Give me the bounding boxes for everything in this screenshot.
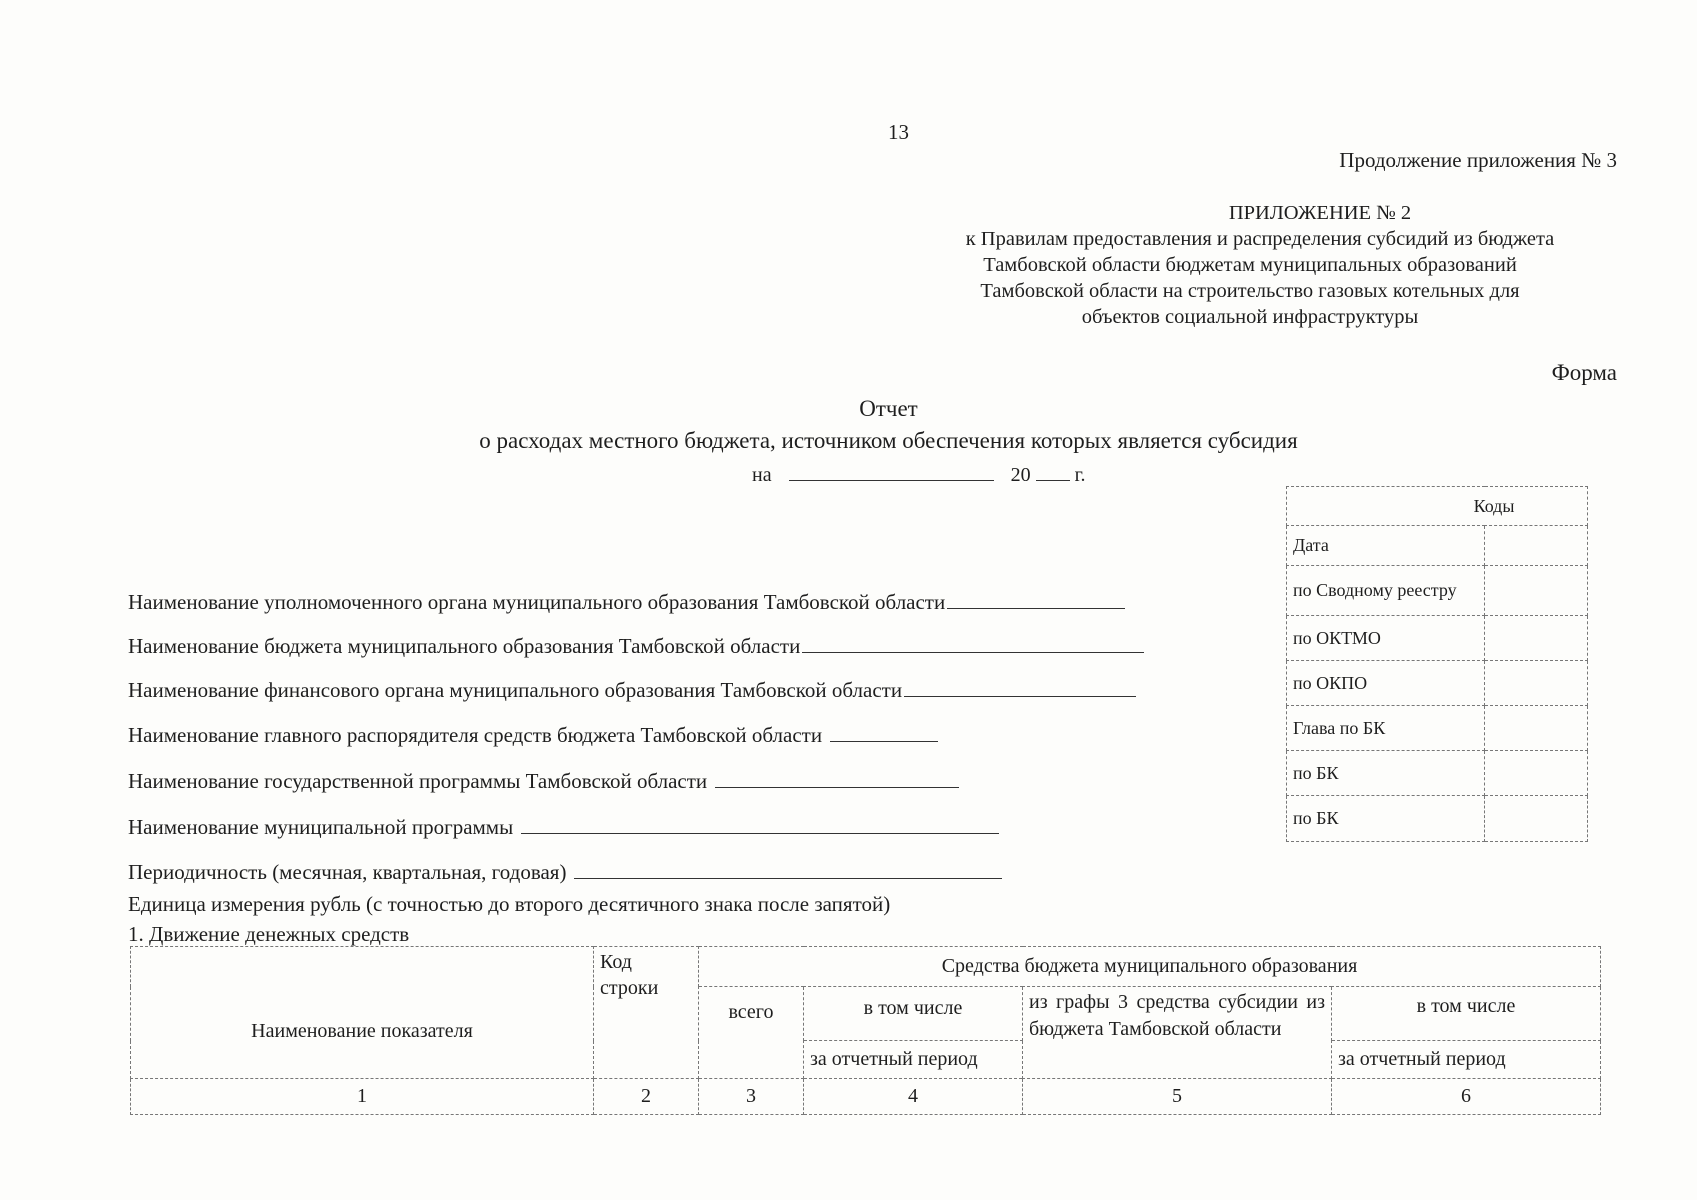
section-title: 1. Движение денежных средств	[128, 922, 410, 946]
appendix-line: к Правилам предоставления и распределения субсидий из бюджета	[965, 228, 1555, 250]
code-value[interactable]	[1485, 751, 1588, 796]
col-code-header: Код строки	[594, 947, 699, 1079]
year-blank[interactable]	[1036, 462, 1070, 481]
code-label: по БК	[1287, 751, 1485, 796]
col-subsidy-header: из графы 3 средства субсидии из бюджета Тамбовской области	[1023, 987, 1332, 1079]
field-blank[interactable]	[830, 723, 938, 742]
field-blank[interactable]	[574, 860, 1002, 879]
code-value[interactable]	[1485, 661, 1588, 706]
field-blank[interactable]	[802, 634, 1144, 653]
field-unit	[128, 892, 890, 917]
code-value[interactable]	[1485, 566, 1588, 616]
appendix-line: Тамбовской области бюджетам муниципальных образований	[983, 254, 1517, 276]
col-period-header: за отчетный период	[804, 1041, 1023, 1079]
field-blank[interactable]	[521, 815, 999, 834]
cash-flow-table	[130, 946, 1601, 1115]
codes-header: Коды	[1287, 487, 1588, 526]
code-label: по Сводному реестру	[1287, 566, 1485, 616]
field-state-program	[128, 769, 959, 794]
group-header: Средства бюджета муниципального образования	[699, 947, 1601, 987]
field-blank[interactable]	[947, 590, 1125, 609]
appendix-line: Тамбовской области на строительство газовых котельных для	[980, 280, 1520, 302]
col-total-header: всего	[699, 987, 804, 1079]
field-periodicity	[128, 860, 1002, 885]
date-blank[interactable]	[789, 462, 994, 481]
continuation-note: Продолжение приложения № 3	[1339, 148, 1617, 172]
report-date-line	[752, 462, 1086, 487]
code-label: по БК	[1287, 796, 1485, 842]
appendix-title: ПРИЛОЖЕНИЕ № 2	[1228, 202, 1412, 224]
field-label: Наименование муниципальной программы	[128, 815, 514, 839]
field-blank[interactable]	[904, 678, 1136, 697]
form-label: Форма	[1551, 360, 1617, 385]
field-financial-body	[128, 678, 1136, 703]
field-budget-name	[128, 634, 1144, 659]
code-value[interactable]	[1485, 796, 1588, 842]
field-label: Наименование бюджета муниципального образования Тамбовской области	[128, 634, 801, 658]
code-label: по ОКТМО	[1287, 616, 1485, 661]
col-number: 3	[699, 1079, 804, 1115]
field-authorized-body	[128, 590, 1125, 615]
codes-table	[1286, 486, 1588, 842]
field-municipal-program	[128, 815, 999, 840]
field-label: Наименование финансового органа муниципального образования Тамбовской области	[128, 678, 903, 702]
field-label: Наименование уполномоченного органа муниципального образования Тамбовской области	[128, 590, 946, 614]
page-number: 13	[888, 120, 909, 144]
col-number: 5	[1023, 1079, 1332, 1115]
col-indicator-header: Наименование показателя	[131, 947, 594, 1079]
date-prefix: на	[752, 464, 772, 486]
code-label: Дата	[1287, 526, 1485, 566]
code-value[interactable]	[1485, 616, 1588, 661]
col-number: 6	[1332, 1079, 1601, 1115]
field-blank[interactable]	[715, 769, 959, 788]
field-label: Наименование главного распорядителя средств бюджета Тамбовской области	[128, 723, 823, 747]
code-value[interactable]	[1485, 706, 1588, 751]
col-including2-header: в том числе	[1332, 987, 1601, 1041]
field-label: Наименование государственной программы Тамбовской области	[128, 769, 708, 793]
appendix-line: объектов социальной инфраструктуры	[1081, 306, 1419, 328]
report-subtitle: о расходах местного бюджета, источником обеспечения которых является субсидия	[479, 428, 1298, 453]
col-period2-header: за отчетный период	[1332, 1041, 1601, 1079]
col-number: 2	[594, 1079, 699, 1115]
col-number: 4	[804, 1079, 1023, 1115]
report-title: Отчет	[859, 396, 918, 421]
col-number: 1	[131, 1079, 594, 1115]
code-label: по ОКПО	[1287, 661, 1485, 706]
code-value[interactable]	[1485, 526, 1588, 566]
col-including-header: в том числе	[804, 987, 1023, 1041]
date-year: 20	[1010, 464, 1031, 486]
field-label: Периодичность (месячная, квартальная, годовая)	[128, 860, 567, 884]
appendix-block	[880, 200, 1620, 330]
field-label: Единица измерения рубль (с точностью до второго десятичного знака после запятой)	[128, 892, 891, 916]
code-label: Глава по БК	[1287, 706, 1485, 751]
field-main-manager	[128, 723, 938, 748]
date-suffix: г.	[1074, 464, 1086, 486]
